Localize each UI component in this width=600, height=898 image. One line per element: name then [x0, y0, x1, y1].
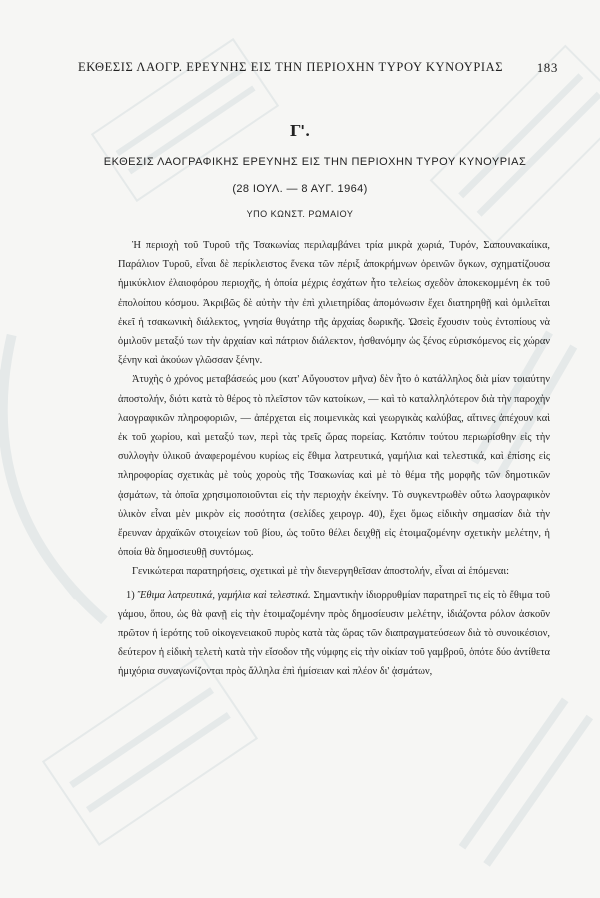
paragraph: Ἡ περιοχὴ τοῦ Τυροῦ τῆς Τσακωνίας περιλαμβάνει τρία μικρὰ χωριά, Τυρόν, Σαπουνακαίικα, Παράλιον Τυροῦ, εἶναι δὲ περίκλειστος ἕνεκα τῶν πέριξ ἀποκρήμνων ὀρεινῶν ὄγκων, σχηματίζουσα ἡμικύκλιον ἐλαιοφόρου περιοχῆς, ἡ ὁποία μέχρις ἐσχάτων ἦτο τελείως σχεδὸν ἀποκεκομμένη ἐκ τοῦ ἐπολοίπου κόσμου. Ἀκριβῶς δὲ αὐτὴν τὴν ἐπὶ χιλιετηρίδας ἀπομόνωσιν ἔχει διατηρηθῇ καὶ ὁμιλεῖται ἐκεῖ ἡ τσακωνικὴ διάλεκτος, γνησία θυγάτηρ τῆς ἀρχαίας δωρικῆς. Ὡσεὶς ἔχουσιν τοὺς ἐντοπίους νὰ ὁμιλοῦν μεταξύ των τὴν ἀρχαίαν καὶ πάτριον διάλεκτον, ἠσθανόμην ὡς ξένος εὑρισκόμενος εἰς χώραν ξένην καὶ ἀκούων γλῶσσαν ξένην.	[118, 240, 550, 367]
item-heading: Ἔθιμα λατρευτικά, γαμήλια καὶ τελεστικά.	[137, 589, 311, 601]
article-dates: (28 ΙΟΥΛ. — 8 ΑΥΓ. 1964)	[232, 183, 368, 195]
numbered-item	[118, 586, 550, 682]
paragraph: Ἀτυχὴς ὁ χρόνος μεταβάσεώς μου (κατ' Αὔγουστον μῆνα) δὲν ἦτο ὁ κατάλληλος διὰ μίαν τοιαύτην ἀποστολήν, διότι κατὰ τὸ θέρος τὸ πλεῖστον τῶν κατοίκων, — καὶ τὸ καταλληλότερον διὰ τὴν παροχὴν λαογραφικῶν πληροφοριῶν, — ἀπέρχεται εἰς ποιμενικὰς καὶ γεωργικὰς καλύβας, αἵτινες ἀπέχουν καὶ ἐκ τοῦ χωρίου, καὶ μεταξύ των, περὶ τὰς τρεῖς ὥρας πορείας. Κατόπιν τούτου περιωρίσθην εἰς τὴν συλλογὴν ὑλικοῦ ἀναφερομένου κυρίως εἰς ἔθιμα λατρευτικά, γαμήλια καὶ τελεστικά, καὶ ἐπίσης εἰς πληροφορίας σχετικὰς μὲ τοὺς χοροὺς τῆς Τσακωνίας καὶ μὲ τὸ θέμα τῆς μορφῆς τῶν δημοτικῶν ᾀσμάτων, τὰ ὁποῖα χρησιμοποιοῦνται εἰς τὴν περιοχὴν ἐκείνην. Τὸ συγκεντρωθὲν οὕτω λαογραφικὸν ὑλικὸν εἶναι μὲν μικρὸν εἰς ποσότητα (σελίδες χειρογρ. 40), ἔχει ὅμως εἰδικὴν σημασίαν διὰ τὴν ἔρευναν ἀρχαϊκῶν στοιχείων τοῦ βίου, ὡς τοῦτο θέλει δειχθῇ εἰς ἑτοιμαζομένην σχετικὴν μελέτην, ἡ ὁποία θὰ δημοσιευθῇ συντόμως.	[118, 374, 550, 559]
article-author: ΥΠΟ ΚΩΝΣΤ. ΡΩΜΑΙΟΥ	[246, 209, 354, 219]
running-head-text: ΕΚΘΕΣΙΣ ΛΑΟΓΡ. ΕΡΕΥΝΗΣ ΕΙΣ ΤΗΝ ΠΕΡΙΟΧΗΝ ΤΥΡΟΥ ΚΥΝΟΥΡΙΑΣ	[78, 60, 504, 74]
watermark-stamp	[428, 672, 600, 898]
running-head	[78, 60, 558, 75]
body-text	[118, 236, 550, 682]
watermark-stamp	[0, 319, 127, 660]
item-text: Σημαντικὴν ἰδιορρυθμίαν παρατηρεῖ τις εἰς τὸ ἔθιμα τοῦ γάμου, ὅπου, ὡς θὰ φανῇ εἰς τὴν ἑτοιμαζομένην πρὸς δημοσίευσιν μελέτην, ἰδιάζοντα ρόλον ἀσκοῦν πρῶτον ἡ ἱερότης τοῦ οἰκογενειακοῦ πυρὸς κατὰ τὰς ὥρας τῶν διαπραγματεύσεων διὰ τὸ συνοικέσιον, δεύτερον ἡ εἰδικὴ τελετὴ κατὰ τὴν εἴσοδον τῆς νύμφης εἰς τὴν οἰκίαν τοῦ γαμβροῦ, ὁπότε δύο ἀντίθετα ἡμιχόρια συναγωνίζονται πρὸς ἄλληλα ἐπὶ ἡμίσειαν καὶ πλέον δι' ᾀσμάτων,	[118, 589, 550, 678]
page-number: 183	[536, 60, 558, 75]
item-number: 1)	[126, 589, 135, 601]
article-title: ΕΚΘΕΣΙΣ ΛΑΟΓΡΑΦΙΚΗΣ ΕΡΕΥΝΗΣ ΕΙΣ ΤΗΝ ΠΕΡΙΟΧΗΝ ΤΥΡΟΥ ΚΥΝΟΥΡΙΑΣ	[103, 156, 527, 168]
paragraph: Γενικώτεραι παρατηρήσεις, σχετικαὶ μὲ τὴν διενεργηθεῖσαν ἀποστολήν, εἶναι αἱ ἑπόμεναι:	[132, 566, 510, 578]
section-letter: Γ'.	[289, 122, 311, 140]
